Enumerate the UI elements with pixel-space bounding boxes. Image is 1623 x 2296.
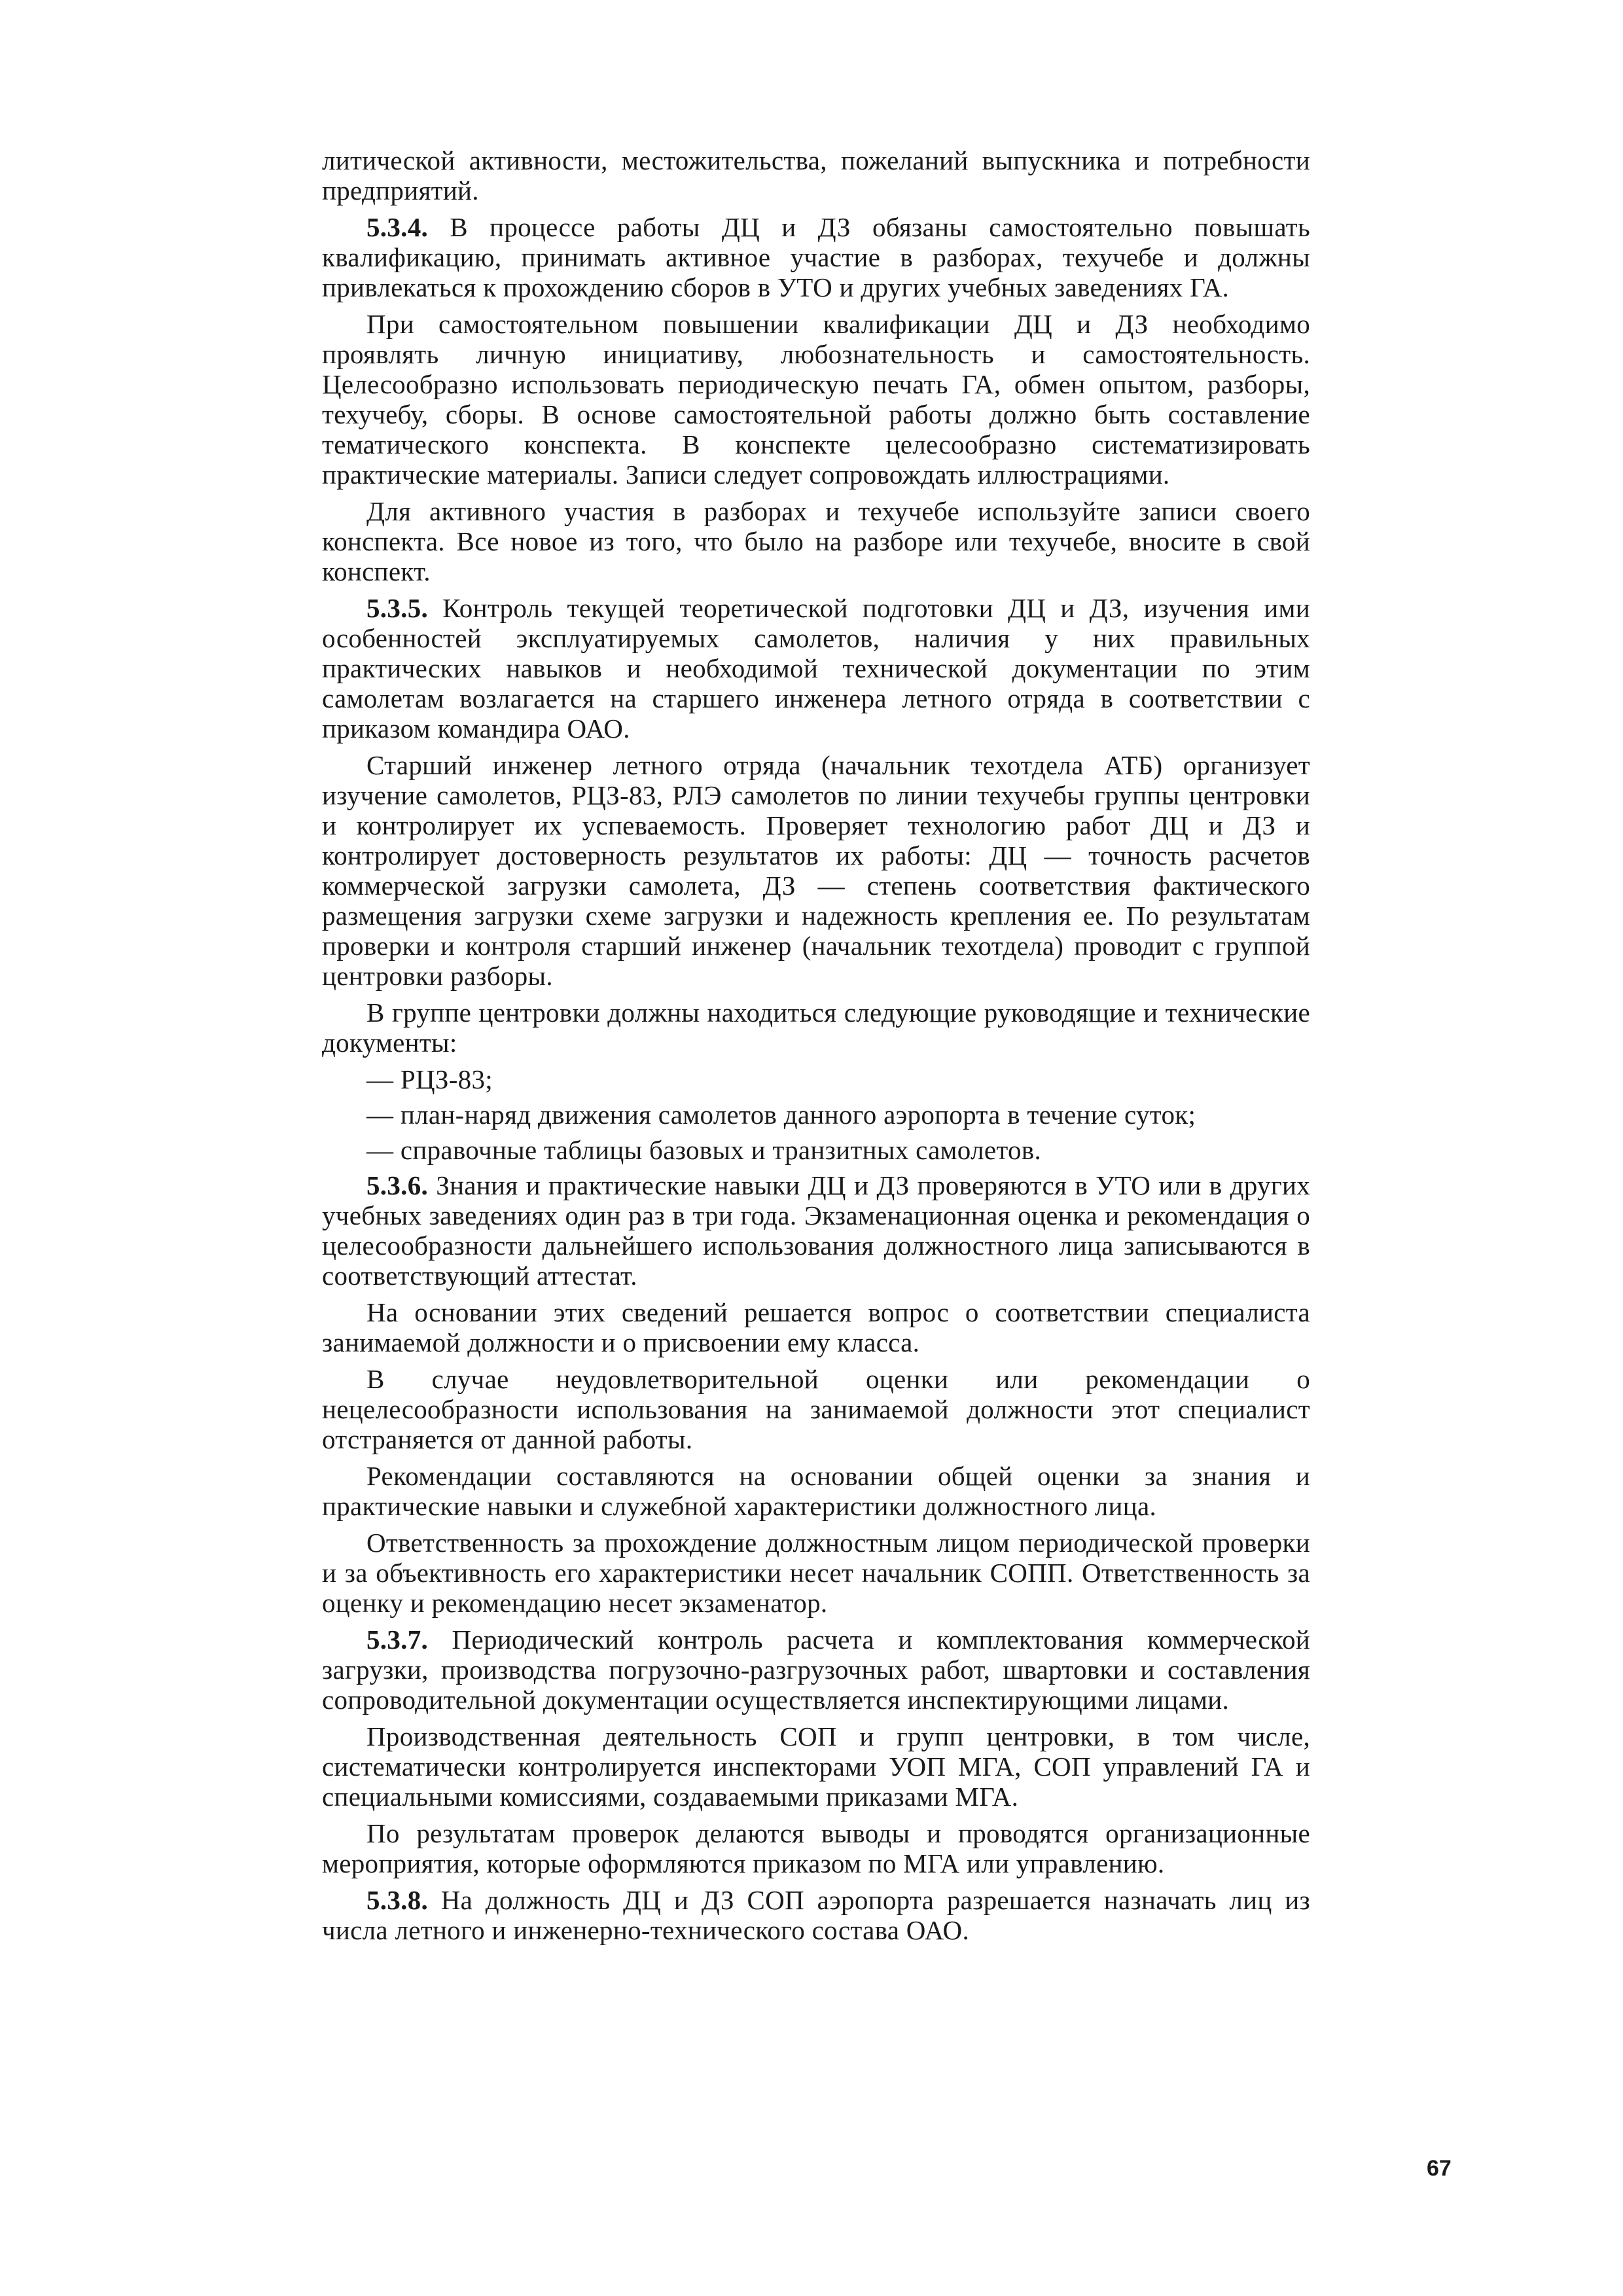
paragraph-text: По результатам проверок делаются выводы и проводятся организационные мероприятия, которые оформляются приказом по МГА или управлению. <box>322 1818 1310 1878</box>
paragraph-5-3-4 <box>322 212 1310 302</box>
paragraph <box>322 1528 1310 1618</box>
paragraph <box>322 1818 1310 1878</box>
paragraph-text: На должность ДЦ и ДЗ СОП аэропорта разрешается назначать лиц из числа летного и инженерно-технического состава ОАО. <box>322 1885 1310 1945</box>
list-item <box>322 1064 1310 1094</box>
paragraph-text: Рекомендации составляются на основании общей оценки за знания и практические навыки и служебной характеристики должностного лица. <box>322 1461 1310 1521</box>
paragraph-5-3-7 <box>322 1624 1310 1715</box>
paragraph-text: В группе центровки должны находиться следующие руководящие и технические документы: <box>322 997 1310 1058</box>
paragraph-text: Контроль текущей теоретической подготовки ДЦ и ДЗ, изучения ими особенностей эксплуатируемых самолетов, наличия у них правильных практических навыков и необходимой технической документации по этим самолетам возлагается на старшего инженера летного отряда в соответствии с приказом командира ОАО. <box>322 593 1310 744</box>
paragraph-text: Периодический контроль расчета и комплектования коммерческой загрузки, производства погрузочно-разгрузочных работ, швартовки и составления сопроводительной документации осуществляется инспектирующими лицами. <box>322 1624 1310 1715</box>
paragraph-text: Производственная деятельность СОП и групп центровки, в том числе, систематически контролируется инспекторами УОП МГА, СОП управлений ГА и специальными комиссиями, создаваемыми приказами МГА. <box>322 1721 1310 1812</box>
list-item-text: — РЦЗ-83; <box>366 1064 493 1094</box>
document-body <box>322 145 1310 1952</box>
paragraph-text: Старший инженер летного отряда (начальник техотдела АТБ) организует изучение самолетов, РЦЗ-83, РЛЭ самолетов по линии техучебы группы центровки и контролирует их успеваемость. Проверяет технологию работ ДЦ и ДЗ и контролирует достоверность результатов их работы: ДЦ — точность расчетов коммерческой загрузки самолета, ДЗ — степень соответствия фактического размещения загрузки схеме загрузки и надежность крепления ее. По результатам проверки и контроля старший инженер (начальник техотдела) проводит с группой центровки разборы. <box>322 750 1310 991</box>
section-number: 5.3.7. <box>366 1624 429 1655</box>
page-number: 67 <box>1427 2156 1452 2181</box>
paragraph-5-3-6 <box>322 1170 1310 1291</box>
paragraph-text: литической активности, местожительства, пожеланий выпускника и потребности предприятий. <box>322 145 1310 206</box>
paragraph-text: Знания и практические навыки ДЦ и ДЗ проверяются в УТО или в других учебных заведениях один раз в три года. Экзаменационная оценка и рекомендация о целесообразности дальнейшего использования должностного лица записываются в соответствующий аттестат. <box>322 1170 1310 1291</box>
paragraph-text: На основании этих сведений решается вопрос о соответствии специалиста занимаемой должности и о присвоении ему класса. <box>322 1297 1310 1357</box>
paragraph-text: В случае неудовлетворительной оценки или рекомендации о нецелесообразности использования на занимаемой должности этот специалист отстраняется от данной работы. <box>322 1364 1310 1454</box>
paragraph <box>322 1297 1310 1357</box>
paragraph-text: В процессе работы ДЦ и ДЗ обязаны самостоятельно повышать квалификацию, принимать активное участие в разборах, техучебе и должны привлекаться к прохождению сборов в УТО и других учебных заведениях ГА. <box>322 212 1310 302</box>
paragraph <box>322 1461 1310 1521</box>
section-number: 5.3.8. <box>366 1885 429 1915</box>
paragraph-text: При самостоятельном повышении квалификации ДЦ и ДЗ необходимо проявлять личную инициативу, любознательность и самостоятельность. Целесообразно использовать периодическую печать ГА, обмен опытом, разборы, техучебу, сборы. В основе самостоятельной работы должно быть составление тематического конспекта. В конспекте целесообразно систематизировать практические материалы. Записи следует сопровождать иллюстрациями. <box>322 309 1310 490</box>
paragraph <box>322 1364 1310 1454</box>
paragraph-text: Для активного участия в разборах и техучебе используйте записи своего конспекта. Все новое из того, что было на разборе или техучебе, вносите в свой конспект. <box>322 496 1310 586</box>
paragraph-5-3-8 <box>322 1885 1310 1945</box>
list-item-text: — план-наряд движения самолетов данного аэропорта в течение суток; <box>366 1100 1196 1130</box>
section-number: 5.3.4. <box>366 212 429 242</box>
section-number: 5.3.5. <box>366 593 429 623</box>
paragraph <box>322 145 1310 206</box>
paragraph <box>322 496 1310 586</box>
section-number: 5.3.6. <box>366 1170 429 1200</box>
list-item <box>322 1135 1310 1165</box>
paragraph <box>322 309 1310 490</box>
list-item <box>322 1100 1310 1130</box>
paragraph-text: Ответственность за прохождение должностным лицом периодической проверки и за объективность его характеристики несет начальник СОПП. Ответственность за оценку и рекомендацию несет экзаменатор. <box>322 1528 1310 1618</box>
paragraph-5-3-5 <box>322 593 1310 744</box>
paragraph <box>322 1721 1310 1812</box>
paragraph <box>322 997 1310 1058</box>
paragraph <box>322 750 1310 991</box>
list-item-text: — справочные таблицы базовых и транзитных самолетов. <box>366 1135 1042 1165</box>
